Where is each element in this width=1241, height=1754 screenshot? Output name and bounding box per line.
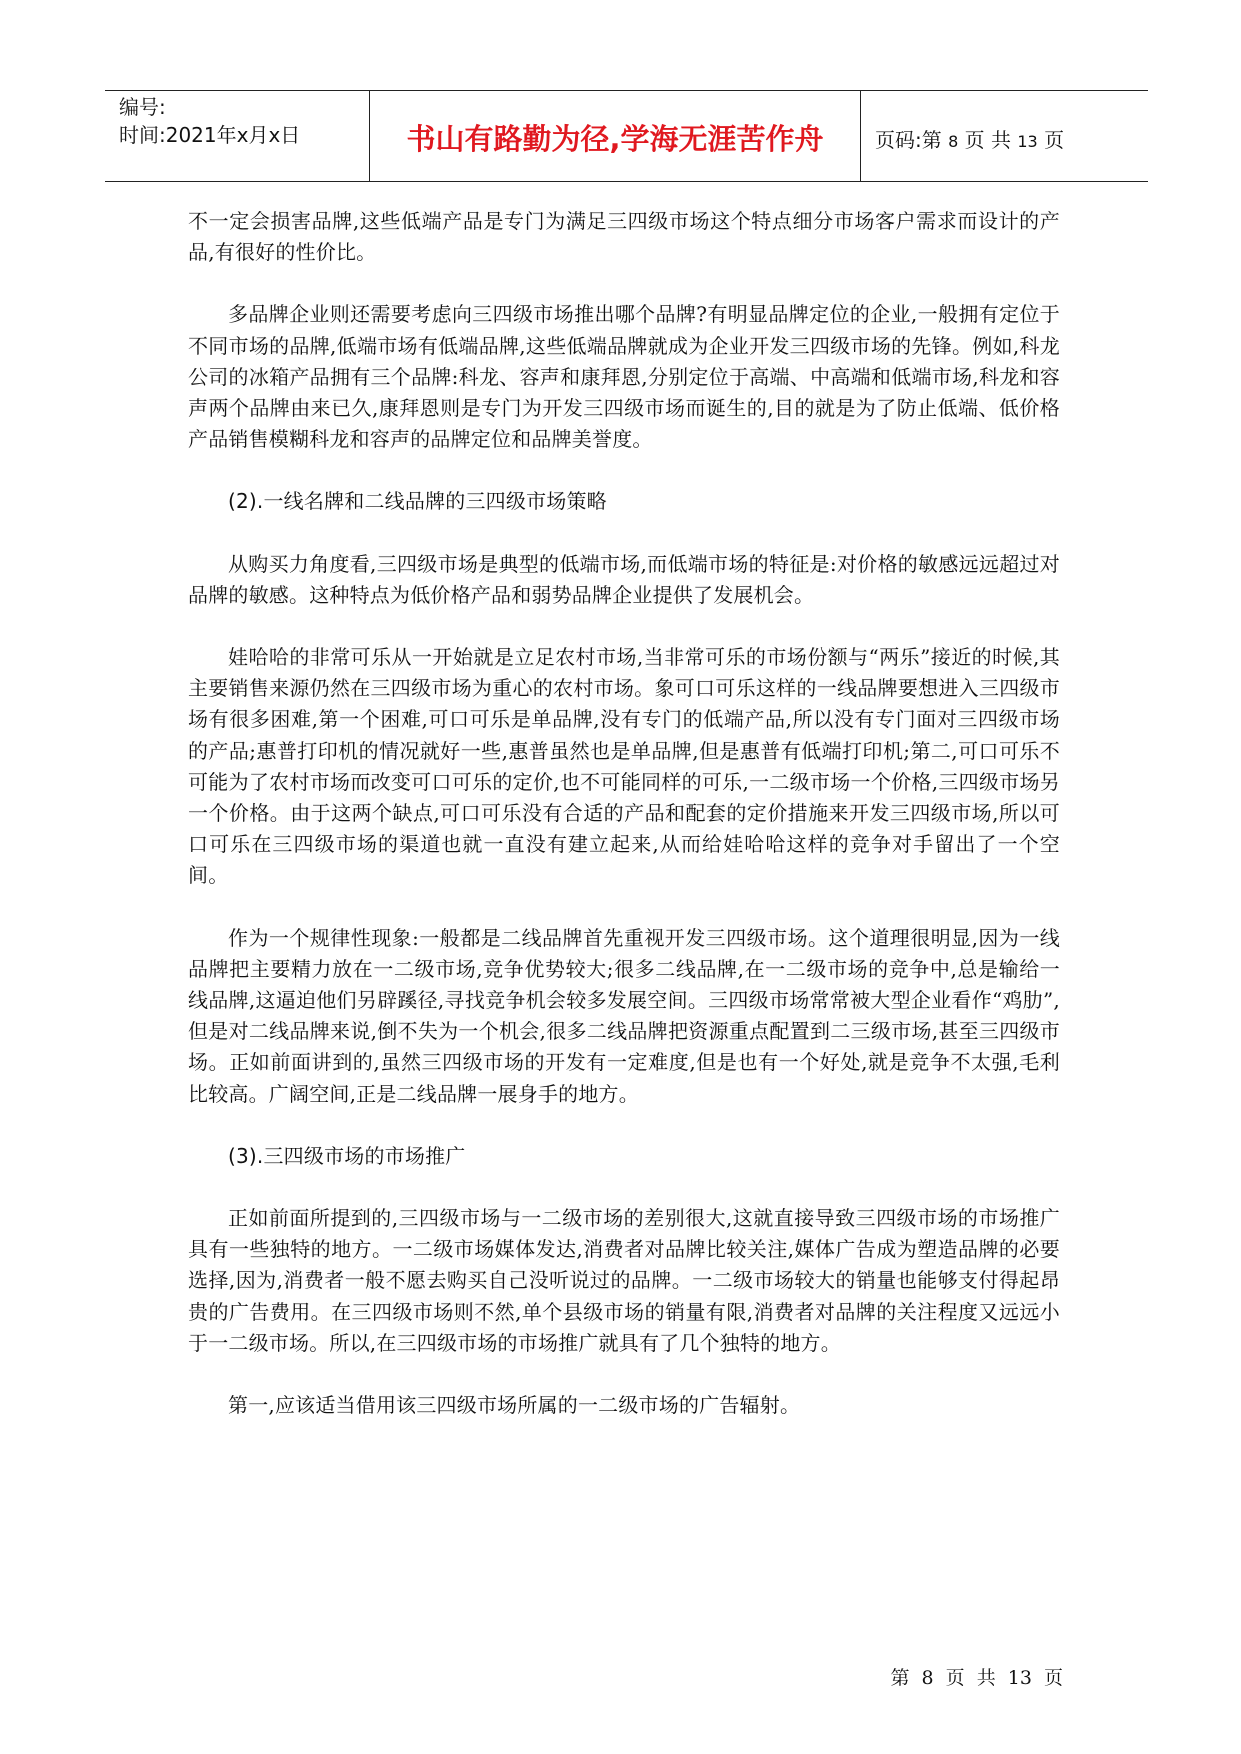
footer-mid: 页 共 bbox=[945, 1667, 996, 1689]
header-info-cell bbox=[105, 91, 370, 181]
paragraph: 娃哈哈的非常可乐从一开始就是立足农村市场,当非常可乐的市场份额与“两乐”接近的时候,其主要销售来源仍然在三四级市场为重心的农村市场。象可口可乐这样的一线品牌要想进入三四级市场有很多困难,第一个困难,可口可乐是单品牌,没有专门的低端产品,所以没有专门面对三四级市场的产品;惠普打印机的情况就好一些,惠普虽然也是单品牌,但是惠普有低端打印机;第二,可口可乐不可能为了农村市场而改变可口可乐的定价,也不可能同样的可乐,一二级市场一个价格,三四级市场另一个价格。由于这两个缺点,可口可乐没有合适的产品和配套的定价措施来开发三四级市场,所以可口可乐在三四级市场的渠道也就一直没有建立起来,从而给娃哈哈这样的竞争对手留出了一个空间。 bbox=[188, 645, 1060, 888]
document-time-label: 时间:2021年x月x日 bbox=[119, 123, 301, 147]
paragraph: 从购买力角度看,三四级市场是典型的低端市场,而低端市场的特征是:对价格的敏感远远超过对品牌的敏感。这种特点为低价格产品和弱势品牌企业提供了发展机会。 bbox=[188, 551, 1060, 607]
header-page-suffix: 页 bbox=[1044, 128, 1065, 152]
page-footer bbox=[890, 1663, 1063, 1690]
header-page-mid: 页 共 bbox=[964, 128, 1012, 152]
footer-page-total: 13 bbox=[1007, 1667, 1032, 1689]
header-page-code bbox=[875, 124, 1064, 153]
section-heading: (2).一线名牌和二线品牌的三四级市场策略 bbox=[228, 489, 607, 514]
paragraph: 第一,应该适当借用该三四级市场所属的一二级市场的广告辐射。 bbox=[228, 1393, 801, 1418]
header-page-prefix: 页码:第 bbox=[875, 128, 942, 152]
document-number-label: 编号: bbox=[119, 95, 166, 119]
header-motto-cell bbox=[370, 91, 861, 181]
section-heading: (3).三四级市场的市场推广 bbox=[228, 1143, 466, 1168]
paragraph: 作为一个规律性现象:一般都是二线品牌首先重视开发三四级市场。这个道理很明显,因为一线品牌把主要精力放在一二级市场,竞争优势较大;很多二线品牌,在一二级市场的竞争中,总是输给一线品牌,这逼迫他们另辟蹊径,寻找竞争机会较多发展空间。三四级市场常常被大型企业看作“鸡肋”,但是对二线品牌来说,倒不失为一个机会,很多二线品牌把资源重点配置到二三级市场,甚至三四级市场。正如前面讲到的,虽然三四级市场的开发有一定难度,但是也有一个好处,就是竞争不太强,毛利比较高。广阔空间,正是二线品牌一展身手的地方。 bbox=[188, 925, 1060, 1106]
header-page-current: 8 bbox=[948, 132, 959, 151]
header-motto: 书山有路勤为径,学海无涯苦作舟 bbox=[406, 122, 824, 156]
footer-prefix: 第 bbox=[890, 1667, 910, 1689]
footer-page-current: 8 bbox=[921, 1667, 934, 1689]
document-body bbox=[188, 206, 1060, 1452]
footer-suffix: 页 bbox=[1043, 1667, 1063, 1689]
paragraph: 不一定会损害品牌,这些低端产品是专门为满足三四级市场这个特点细分市场客户需求而设计的产品,有很好的性价比。 bbox=[188, 209, 1060, 265]
paragraph: 正如前面所提到的,三四级市场与一二级市场的差别很大,这就直接导致三四级市场的市场推广具有一些独特的地方。一二级市场媒体发达,消费者对品牌比较关注,媒体广告成为塑造品牌的必要选择,因为,消费者一般不愿去购买自己没听说过的品牌。一二级市场较大的销量也能够支付得起昂贵的广告费用。在三四级市场则不然,单个县级市场的销量有限,消费者对品牌的关注程度又远远小于一二级市场。所以,在三四级市场的市场推广就具有了几个独特的地方。 bbox=[188, 1206, 1060, 1355]
paragraph: 多品牌企业则还需要考虑向三四级市场推出哪个品牌?有明显品牌定位的企业,一般拥有定位于不同市场的品牌,低端市场有低端品牌,这些低端品牌就成为企业开发三四级市场的先锋。例如,科龙公司的冰箱产品拥有三个品牌:科龙、容声和康拜恩,分别定位于高端、中高端和低端市场,科龙和容声两个品牌由来已久,康拜恩则是专门为开发三四级市场而诞生的,目的就是为了防止低端、低价格产品销售模糊科龙和容声的品牌定位和品牌美誉度。 bbox=[188, 302, 1060, 452]
page-header bbox=[105, 90, 1148, 182]
header-page-cell bbox=[861, 91, 1148, 181]
header-page-total: 13 bbox=[1017, 132, 1038, 151]
